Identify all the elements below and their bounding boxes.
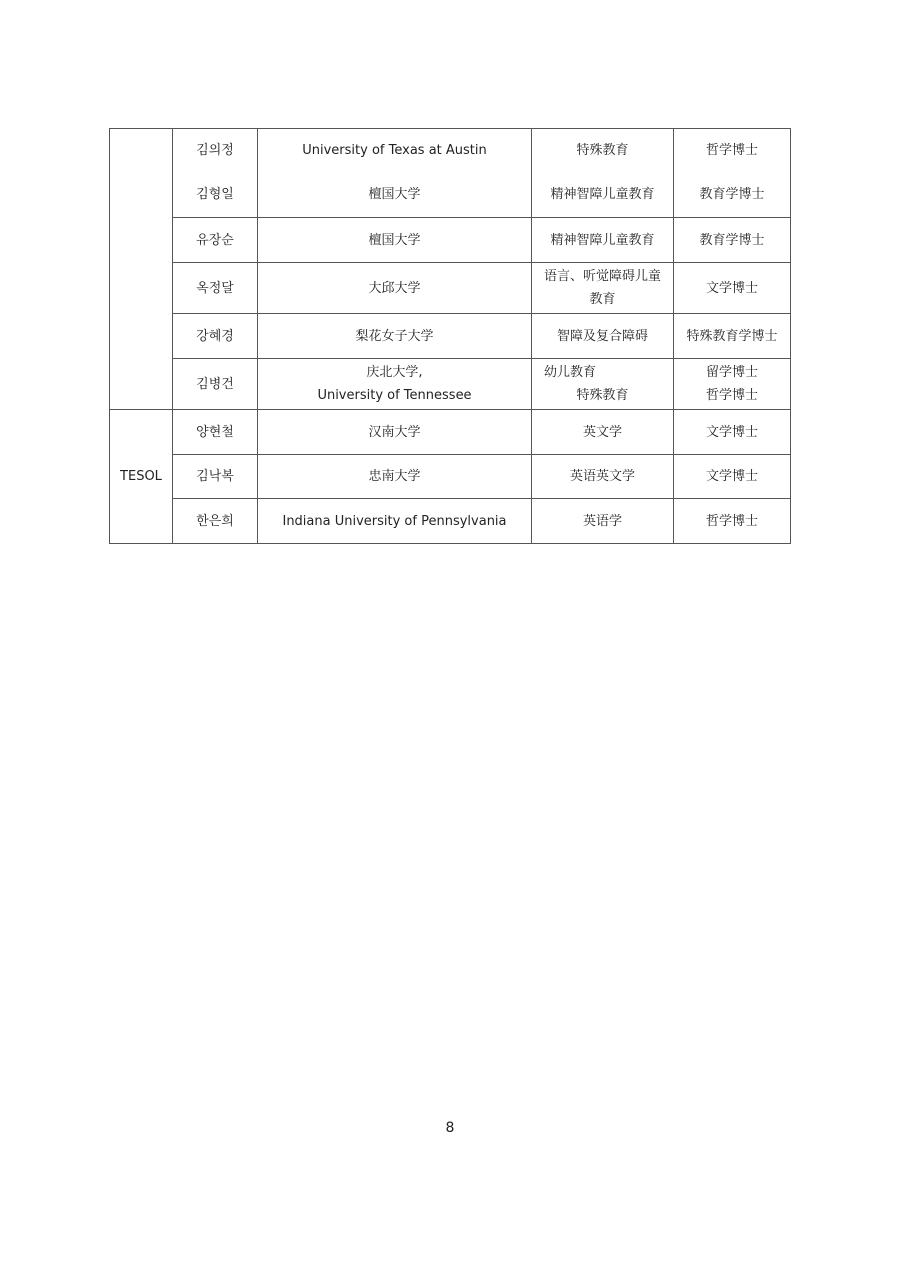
university-cell: Indiana University of Pennsylvania (258, 499, 532, 544)
university-cell: University of Texas at Austin (258, 129, 532, 173)
university-cell: 檀国大学 (258, 218, 532, 263)
university-line: University of Tennessee (317, 388, 472, 403)
table-row (110, 410, 791, 455)
name-cell: 강혜경 (173, 314, 258, 359)
degree-line: 哲学博士 (705, 388, 758, 403)
degree-cell: 教育学博士 (674, 173, 791, 218)
university-cell: 汉南大学 (258, 410, 532, 455)
university-cell: 忠南大学 (258, 455, 532, 499)
university-cell: 大邱大学 (258, 263, 532, 314)
name-cell: 한은희 (173, 499, 258, 544)
degree-cell: 教育学博士 (674, 218, 791, 263)
university-line: 庆北大学, (366, 365, 423, 380)
table-row (110, 499, 791, 544)
faculty-table (109, 128, 791, 544)
major-line: 特殊教育 (576, 388, 629, 403)
major-line: 语言、听觉障碍儿童 (543, 269, 661, 284)
university-cell: 檀国大学 (258, 173, 532, 218)
major-cell: 英语学 (532, 499, 674, 544)
major-cell: 英语英文学 (532, 455, 674, 499)
name-cell: 김낙복 (173, 455, 258, 499)
degree-cell: 文学博士 (674, 455, 791, 499)
department-cell (110, 129, 173, 410)
degree-cell (674, 359, 791, 410)
name-cell: 양현철 (173, 410, 258, 455)
degree-cell: 哲学博士 (674, 499, 791, 544)
degree-line: 留学博士 (705, 365, 758, 380)
university-cell: 梨花女子大学 (258, 314, 532, 359)
page-number: 8 (445, 1120, 455, 1136)
degree-cell: 文学博士 (674, 410, 791, 455)
name-cell: 유장순 (173, 218, 258, 263)
table-row (110, 455, 791, 499)
table-row (110, 173, 791, 218)
table-row (110, 359, 791, 410)
table-row (110, 263, 791, 314)
major-cell: 智障及复合障碍 (532, 314, 674, 359)
table-row (110, 218, 791, 263)
major-cell: 英文学 (532, 410, 674, 455)
major-cell (532, 359, 674, 410)
major-cell (532, 263, 674, 314)
name-cell: 김형일 (173, 173, 258, 218)
name-cell: 김의정 (173, 129, 258, 173)
major-cell: 特殊教育 (532, 129, 674, 173)
degree-cell: 哲学博士 (674, 129, 791, 173)
name-cell: 옥정달 (173, 263, 258, 314)
university-cell (258, 359, 532, 410)
major-cell: 精神智障儿童教育 (532, 173, 674, 218)
degree-cell: 文学博士 (674, 263, 791, 314)
degree-cell: 特殊教育学博士 (674, 314, 791, 359)
major-cell: 精神智障儿童教育 (532, 218, 674, 263)
table-row (110, 314, 791, 359)
name-cell: 김병건 (173, 359, 258, 410)
department-cell: TESOL (110, 410, 173, 544)
table-row (110, 129, 791, 173)
major-line: 幼儿教育 (544, 365, 597, 380)
major-line: 教育 (589, 292, 616, 307)
